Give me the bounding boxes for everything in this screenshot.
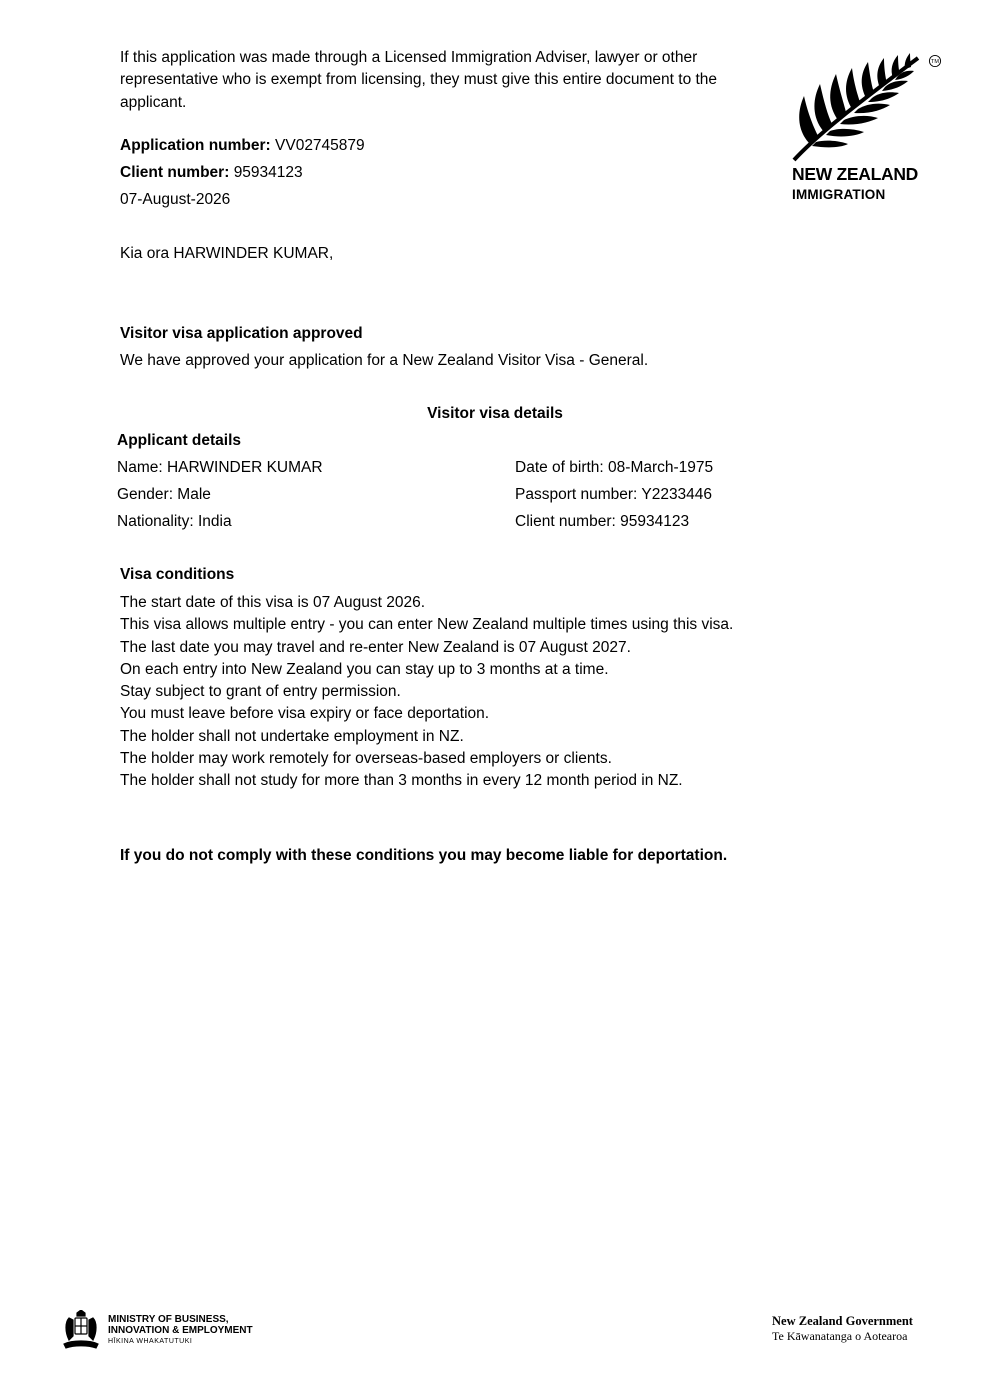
intro-paragraph: If this application was made through a Licensed Immigration Adviser, lawyer or other representative who is exempt from licensing, they must give this entire document to the applicant. <box>120 49 718 111</box>
applicant-dob: Date of birth: 08-March-1975 <box>515 459 714 476</box>
applicant-details-heading: Applicant details <box>117 432 242 449</box>
approval-body: We have approved your application for a New Zealand Visitor Visa - General. <box>120 352 649 369</box>
condition-item: On each entry into New Zealand you can stay up to 3 months at a time. <box>120 660 609 678</box>
deportation-warning: If you do not comply with these conditions you may become liable for deportation. <box>120 847 728 864</box>
client-number <box>120 164 303 182</box>
condition-item: The start date of this visa is 07 August 2026. <box>120 594 426 611</box>
mbie-line-3: HĪKINA WHAKATUTUKI <box>108 1338 193 1345</box>
silver-fern-icon <box>790 52 940 164</box>
condition-item: This visa allows multiple entry - you can enter New Zealand multiple times using this visa. <box>120 616 734 634</box>
applicant-client-number: Client number: 95934123 <box>515 513 690 530</box>
mbie-logo <box>60 1310 300 1352</box>
approval-heading: Visitor visa application approved <box>120 325 363 342</box>
client-number-value: 95934123 <box>233 164 303 181</box>
visa-conditions-heading: Visa conditions <box>120 566 235 583</box>
condition-item: You must leave before visa expiry or face deportation. <box>120 705 490 723</box>
condition-item: The holder may work remotely for overseas-based employers or clients. <box>120 750 612 768</box>
condition-item: The holder shall not study for more than 3 months in every 12 month period in NZ. <box>120 772 683 790</box>
condition-item: Stay subject to grant of entry permission. <box>120 683 401 701</box>
applicant-nationality: Nationality: India <box>117 513 232 530</box>
application-number-value: VV02745879 <box>275 137 365 154</box>
logo-text-immigration: IMMIGRATION <box>792 187 886 202</box>
applicant-name: Name: HARWINDER KUMAR <box>117 459 323 476</box>
letter-date: 07-August-2026 <box>120 191 231 208</box>
greeting: Kia ora HARWINDER KUMAR, <box>120 245 334 262</box>
nz-government-subtitle: Te Kāwanatanga o Aotearoa <box>772 1329 908 1343</box>
condition-item: The holder shall not undertake employment in NZ. <box>120 727 464 745</box>
visa-conditions-list <box>120 592 733 793</box>
mbie-wordmark <box>108 1314 253 1347</box>
nz-coat-of-arms-icon <box>60 1310 102 1350</box>
applicant-passport: Passport number: Y2233446 <box>515 486 713 503</box>
mbie-line-2: INNOVATION & EMPLOYMENT <box>108 1325 253 1336</box>
applicant-gender: Gender: Male <box>117 486 211 503</box>
trademark-icon <box>928 54 942 68</box>
visa-details-heading: Visitor visa details <box>427 405 563 422</box>
condition-item: The last date you may travel and re-enter New Zealand is 07 August 2027. <box>120 638 631 656</box>
nz-government-logo <box>772 1314 913 1344</box>
nz-immigration-logo <box>790 52 940 207</box>
application-number-label: Application number: <box>120 137 271 154</box>
mbie-line-1: MINISTRY OF BUSINESS, <box>108 1314 229 1325</box>
svg-text:TM: TM <box>931 59 939 65</box>
logo-text-new-zealand: NEW ZEALAND <box>792 164 918 184</box>
nz-government-title: New Zealand Government <box>772 1314 913 1328</box>
client-number-label: Client number: <box>120 164 230 181</box>
application-number <box>120 137 365 155</box>
